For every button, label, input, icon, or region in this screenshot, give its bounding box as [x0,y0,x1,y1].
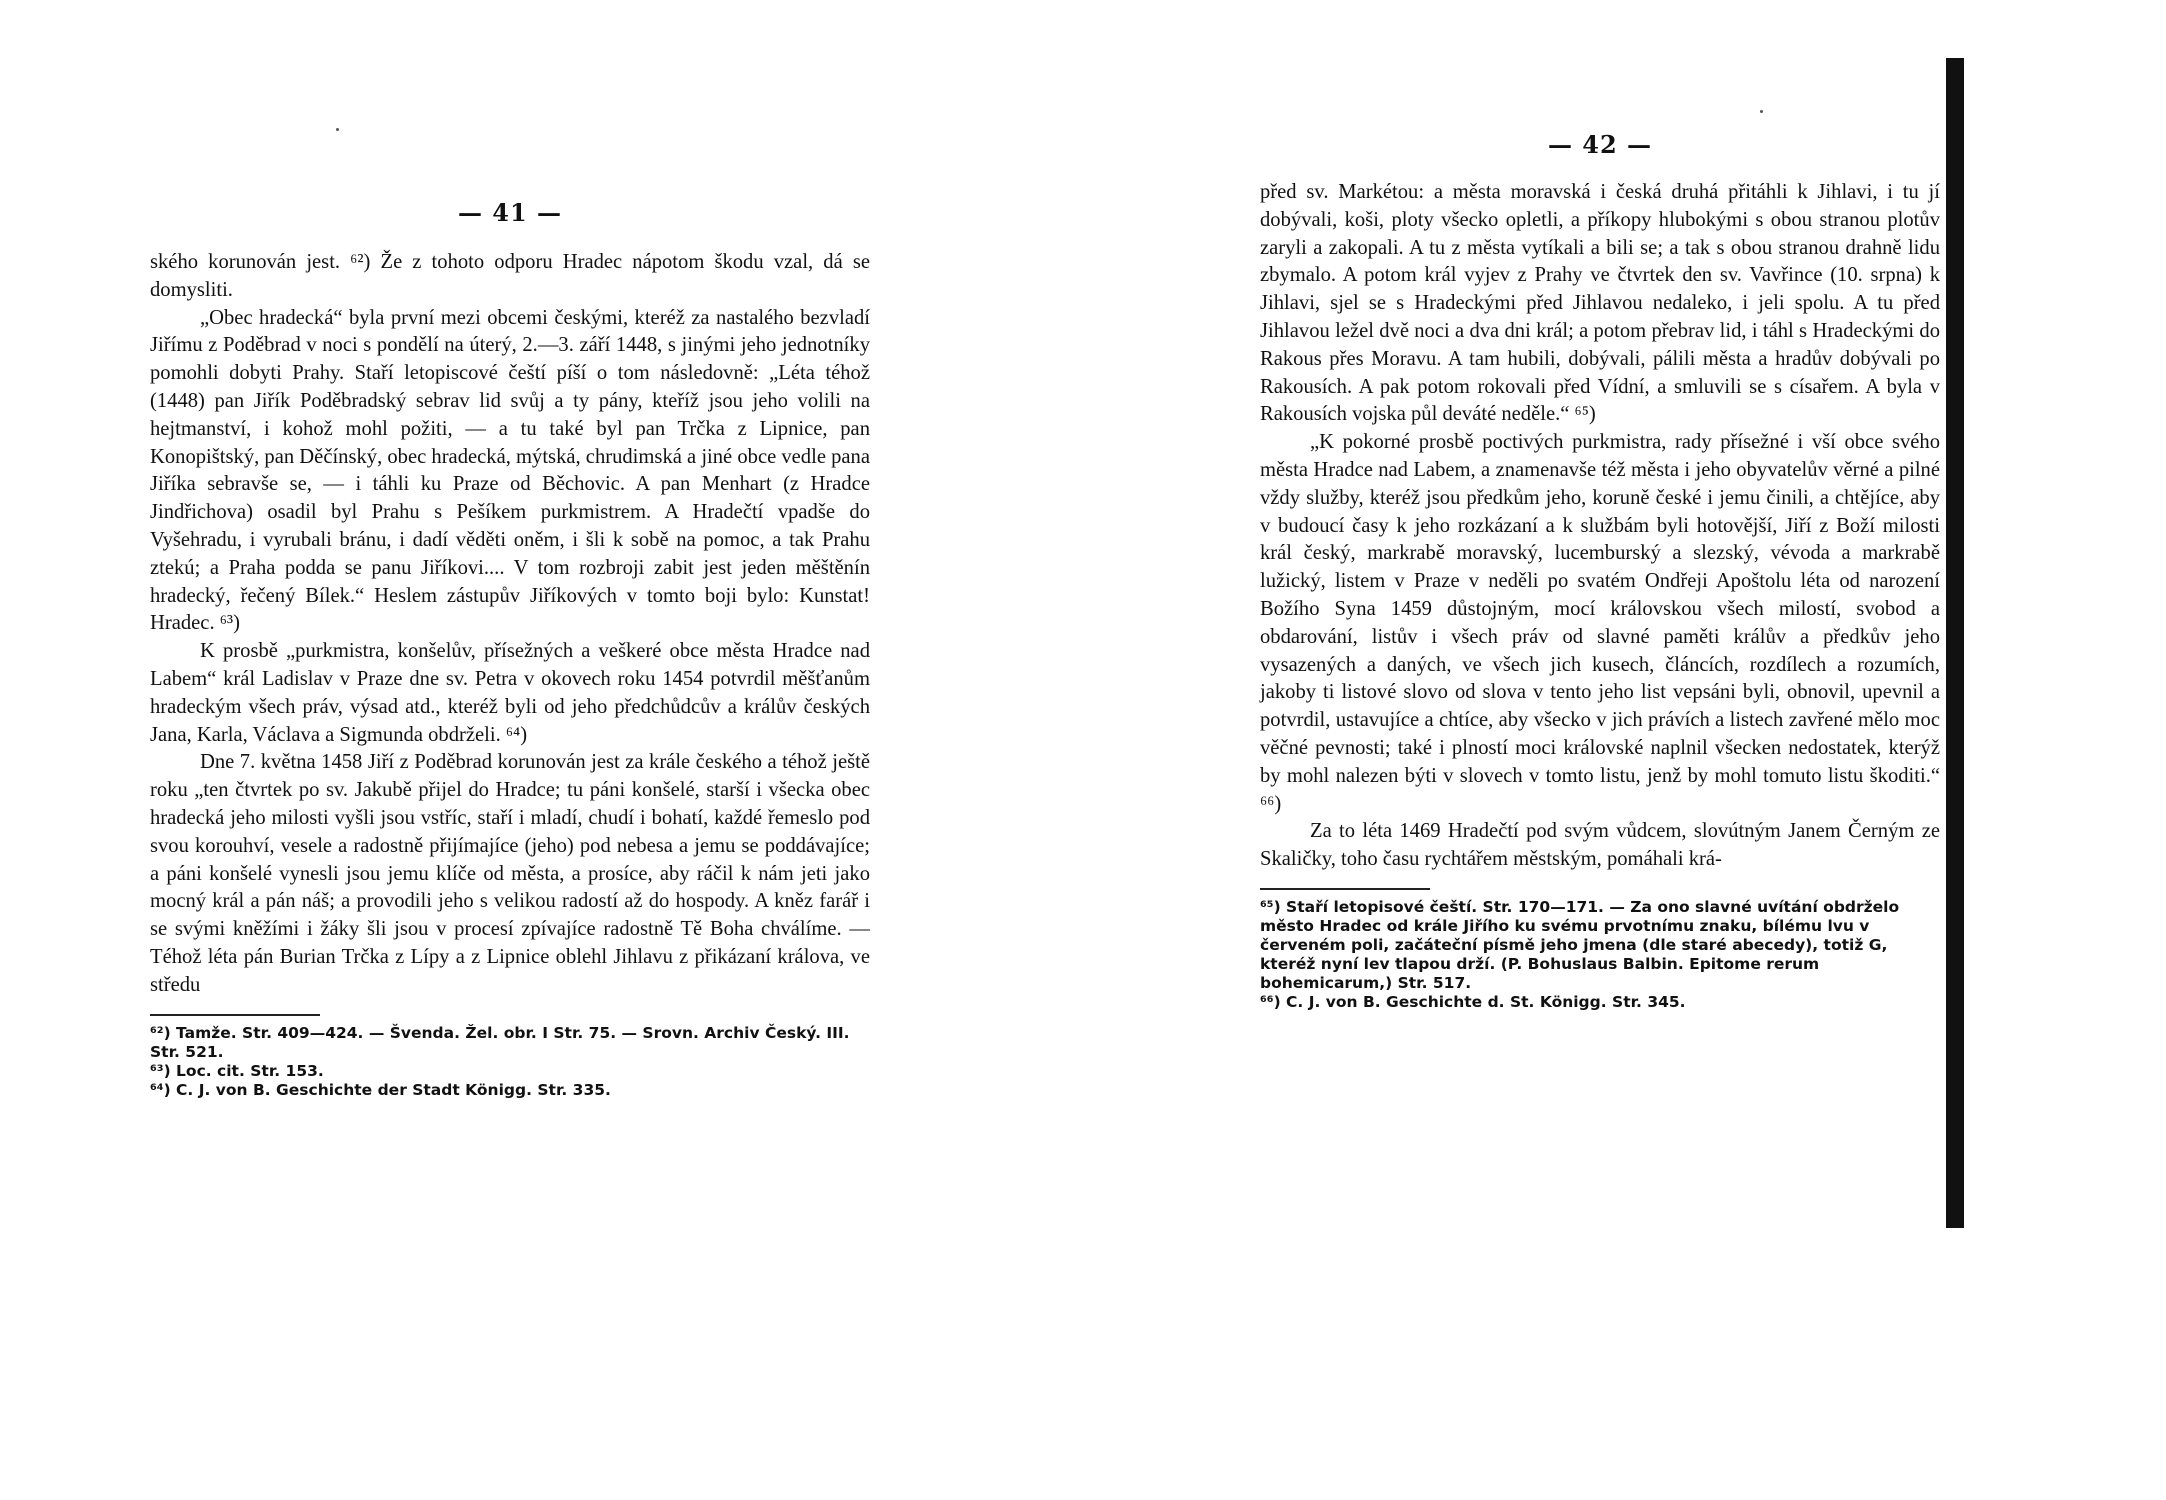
footnote-divider [1260,888,1430,890]
scan-speck [336,128,339,131]
footnotes [1260,898,1940,1012]
footnote-divider [150,1014,320,1016]
body-text [1260,179,1940,874]
paragraph: „K pokorné prosbě poctivých purkmistra, rady přísežné i vší obce svého města Hradce nad Labem, a znamenavše též města i jeho obyvatelův věrné a pilné vždy služby, kteréž jsou předkům jeho, koruně české i jemu činili, a chtějíce, aby v budoucí časy k jeho rozkázaní a k službám byli hotovější, Jiří z Boží milosti král český, markrabě moravský, lucemburský a slezský, vévoda a markrabě lužický, listem v Praze v neděli po svatém Ondřeji Apoštolu léta od narození Božího Syna 1459 důstojným, mocí královskou všech milostí, svobod a obdarování, listův i všech práv od slavné paměti králův a předkův jeho vysazených a daných, ve všech jich kusech, článcích, rozdílech a rozumích, jakoby ti listové slovo od slova v tento jeho list vepsáni byli, obnovil, upevnil a potvrdil, ustavujíce a chtíce, aby všecko v jich právích a listech zavřené mělo moc věčné pevnosti; také i plností moci královské naplnil všecken nedostatek, kterýž by mohl nalezen býti v slovech v tomto listu, jenž by mohl tomuto listu škoditi.“ ⁶⁶) [1260,431,1940,815]
footnote: ⁶²) Tamže. Str. 409—424. — Švenda. Žel. obr. I Str. 75. — Srovn. Archiv Český. III. Str. 521. [150,1023,850,1061]
footnotes [150,1024,870,1100]
footnote: ⁶³) Loc. cit. Str. 153. [150,1061,324,1080]
footnote: ⁶⁵) Staří letopisové čeští. Str. 170—171. — Za ono slavné uvítání obdrželo město Hradec od krále Jiřího ku svému prvotnímu znaku, bílému lvu v červeném poli, začáteční písmě jeho jmena (dle staré abecedy), totiž G, kteréž nyní lev tlapou drží. (P. Bohuslaus Balbin. Epitome rerum bohemicarum,) Str. 517. [1260,897,1900,992]
scan-speck [1760,110,1763,113]
paragraph: Dne 7. května 1458 Jiří z Poděbrad korunován jest za krále českého a téhož ještě roku „ten čtvrtek po sv. Jakubě přijel do Hradce; tu páni konšelé, starší i všecka obec hradecká jeho milosti vyšli jsou vstříc, staří i mladí, chudí i bohatí, každé řemeslo pod svou korouhví, vesele a radostně přijímajíce (jeho) pod nebesa a jemu se poddávajíce; a páni konšelé vynesli jsou jemu klíče od města, a prosíce, aby ráčil k nám jeti jako mocný král a pán náš; a provodili jeho s velikou radostí až do hospody. A kněz farář i se svými kněžími i žáky šli jsou v procesí zpívajíce radostně Tě Boha chválíme. — Téhož léta pán Burian Trčka z Lípy a z Lipnice oblehl Jihlavu z přikázaní králova, ve středu [150,751,870,996]
paragraph: Za to léta 1469 Hradečtí pod svým vůdcem, slovútným Janem Černým ze Skaličky, toho času rychtářem městským, pomáhali krá- [1260,820,1940,871]
left-page [150,0,870,1100]
page-number: — 41 — [457,198,563,227]
paragraph: před sv. Markétou: a města moravská i česká druhá přitáhli k Jihlavi, i tu jí dobývali, koši, ploty všecko opletli, a příkopy hlubokými s obou stranou plotův zaryli a zakopali. A tu z města vytíkali a bili se; a tak s obou stranou drahně lidu zbymalo. A potom král vyjev z Prahy ve čtvrtek den sv. Vavřince (10. srpna) k Jihlavi, sjel se s Hradeckými před Jihlavou nedaleko, i jeli spolu. A tu před Jihlavou ležel dvě noci a dva dni král; a potom přebrav lid, i táhl s Hradeckými do Rakous přes Moravu. A tam hubili, dobývali, pálili města a hradův dobývali po Rakousích. A pak potom rokovali před Vídní, a smluvili se s císařem. A byla v Rakousích vojska půl deváté neděle.“ ⁶⁵) [1260,181,1940,426]
footnote: ⁶⁶) C. J. von B. Geschichte d. St. Königg. Str. 345. [1260,992,1686,1011]
right-page [1260,0,1940,1012]
footnote: ⁶⁴) C. J. von B. Geschichte der Stadt Königg. Str. 335. [150,1080,611,1099]
body-text [150,249,870,1000]
paragraph: „Obec hradecká“ byla první mezi obcemi českými, kteréž za nastalého bezvladí Jiřímu z Poděbrad v noci s pondělí na úterý, 2.—3. září 1448, s jinými jeho jednotníky pomohli dobyti Prahy. Staří letopiscové čeští píší o tom následovně: „Léta téhož (1448) pan Jiřík Poděbradský sebrav lid svůj a ty pány, kteříž jsou jeho volili na hejtmanství, i kohož mohl požiti, — a tu také byl pan Trčka z Lipnice, pan Konopištský, pan Děčínský, obec hradecká, mýtská, chrudimská a jiné obce vedle pana Jiříka sebravše se, — i táhli ku Praze od Běchovic. A pan Menhart (z Hradce Jindřichova) osadil byl Prahu s Pešíkem purkmistrem. A Hradečtí vpadše do Vyšehradu, i vyrubali bránu, i dadí věděti oněm, i šli k sobě na pomoc, a tak Prahu ztekú; a Praha podda se panu Jiříkovi.... V tom rozbroji zabit jest jeden měštěnín hradecký, řečený Bílek.“ Heslem zástupův Jiříkových v tomto boji bylo: Kunstat! Hradec. ⁶³) [150,306,870,635]
scan-edge-shadow [1946,58,1964,1228]
page-number: — 42 — [1547,130,1653,159]
paragraph: K prosbě „purkmistra, konšelův, přísežných a veškeré obce města Hradce nad Labem“ král Ladislav v Praze dne sv. Petra v okovech roku 1454 potvrdil měšťanům hradeckým všech práv, výsad atd., kteréž byli od jeho předchůdcův a králův českých Jana, Karla, Václava a Sigmunda obdrželi. ⁶⁴) [150,640,870,746]
paragraph: ského korunován jest. ⁶²) Že z tohoto odporu Hradec nápotom škodu vzal, dá se domysliti. [150,251,870,301]
